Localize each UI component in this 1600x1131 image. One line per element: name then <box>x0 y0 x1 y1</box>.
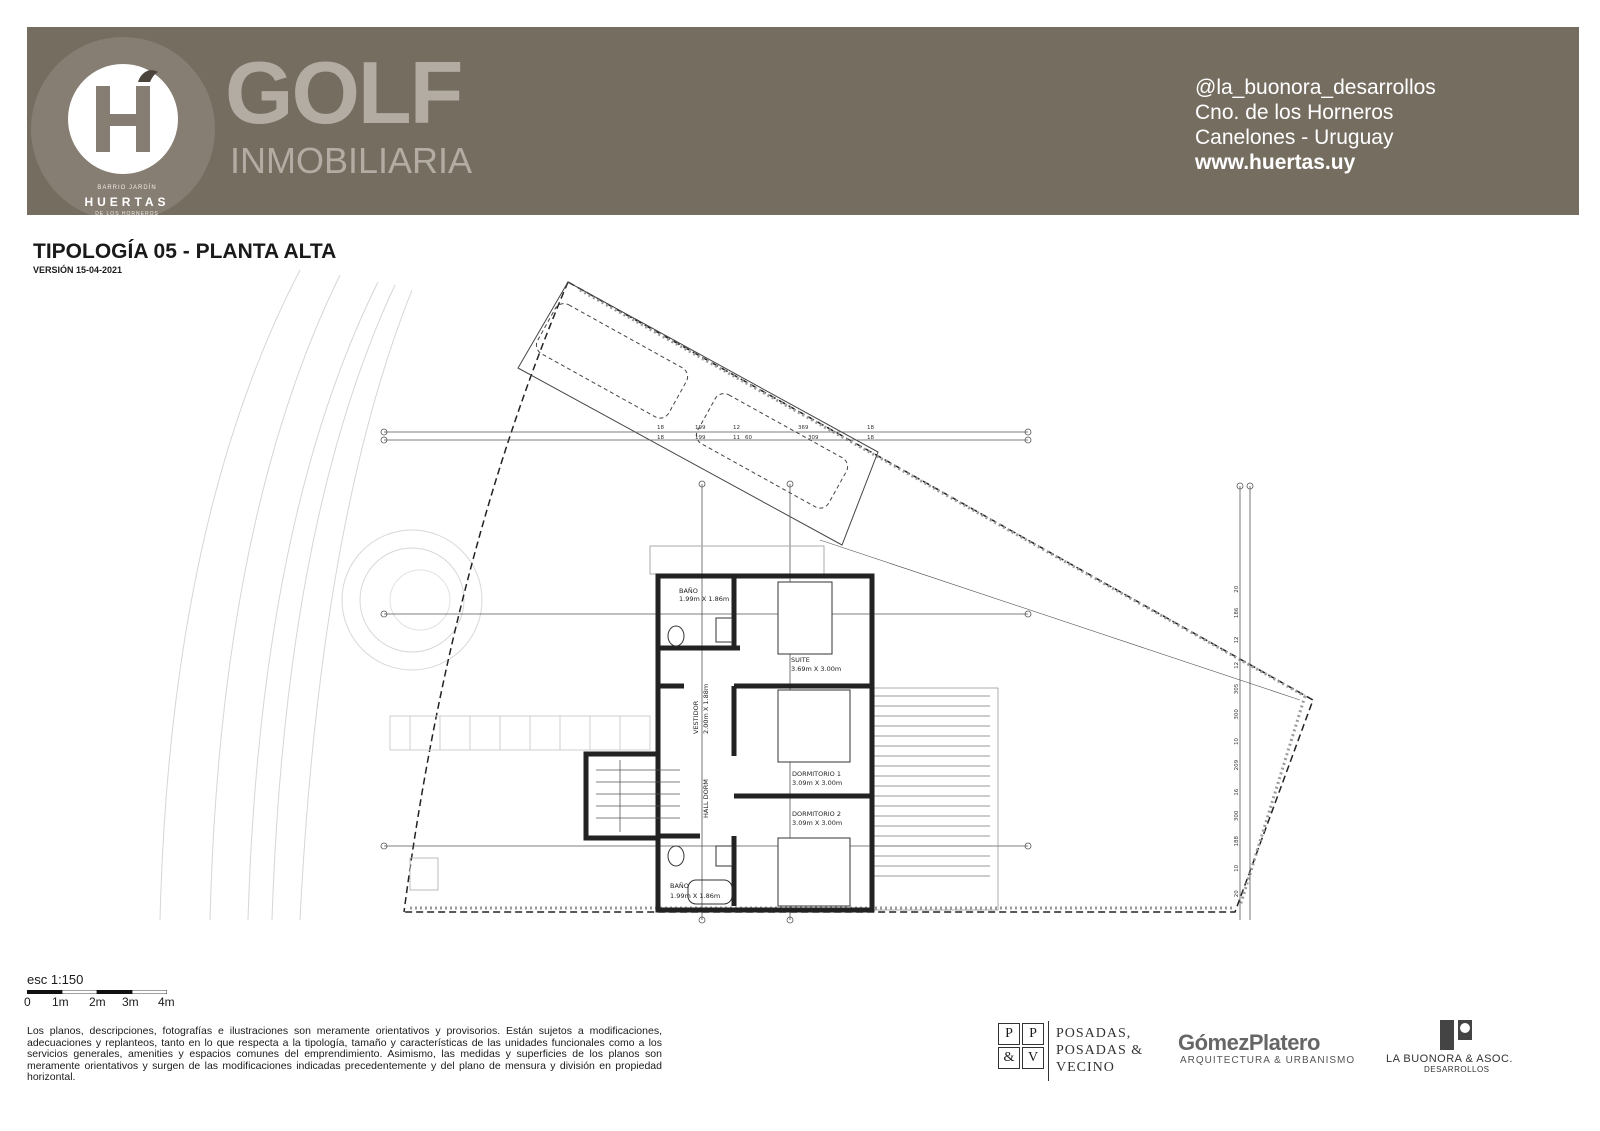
ppv-name <box>1056 1025 1143 1076</box>
dimension-label: 10 <box>1234 738 1240 745</box>
lot-boundary <box>404 282 1313 912</box>
bbq-fixture <box>410 858 438 890</box>
dimension-label: 209 <box>1234 759 1240 771</box>
ppv-logo <box>998 1021 1158 1083</box>
dimension-label: 20 <box>1234 890 1240 898</box>
logo-name: HUERTAS <box>84 195 170 209</box>
dimension-labels <box>657 425 1240 897</box>
ppv-line: VECINO <box>1056 1060 1115 1075</box>
dimension-label: 12 <box>733 425 740 431</box>
room-label-hall: HALL DORM <box>702 779 710 818</box>
dimension-label: 300 <box>1234 709 1240 720</box>
social-handle[interactable]: @la_buonora_desarrollos <box>1195 76 1436 99</box>
room-size-dorm1: 3.09m X 3.00m <box>792 779 843 787</box>
dimension-label: 199 <box>695 435 706 441</box>
disclaimer-text: Los planos, descripciones, fotografías e ilustraciones son meramente orientativos y provisorios. Están sujetos a modificaciones, adecuaciones y replanteos, tanto en lo que respecta a la tipología, tamaño y características de las unidades funcionales como a los servicios generales, amenities y espacios comunes del emprendimiento. Asimismo, las medidas y superficies de los planos son meramente orientativos y surgen de las modificaciones indicadas precedentemente y del plano de mensura y división en propiedad horizontal. <box>27 1025 662 1083</box>
scale-tick: 2m <box>89 995 106 1009</box>
dimension-label: 18 <box>867 425 874 431</box>
roof-outline <box>650 546 824 574</box>
dimension-label: 300 <box>1234 810 1240 822</box>
room-label-dorm1: DORMITORIO 1 <box>792 770 842 778</box>
dimension-label: 10 <box>1234 864 1240 872</box>
tree-circle-outer <box>342 530 482 670</box>
dimension-label: 60 <box>745 435 752 441</box>
dimension-label: 199 <box>695 425 706 431</box>
dimension-label: 309 <box>808 435 819 441</box>
bath-fixtures <box>668 618 732 904</box>
gomez-platero-logo: GómezPlatero <box>1178 1030 1320 1055</box>
ppv-letter: & <box>998 1047 1020 1069</box>
dimension-label: 11 <box>733 435 740 441</box>
room-label-suite: SUITE <box>791 656 810 664</box>
ppv-line: POSADAS & <box>1056 1043 1144 1058</box>
room-label-vestidor: VESTIDOR <box>692 700 700 734</box>
location-line: Canelones - Uruguay <box>1195 126 1394 149</box>
brand-title: GOLF <box>225 43 462 142</box>
beds <box>778 582 850 906</box>
dimension-label: 12 <box>1234 661 1240 669</box>
dimension-label: 18 <box>867 435 874 441</box>
tree-circle-core <box>390 570 450 630</box>
scale-tick: 1m <box>52 995 69 1009</box>
room-size-vestidor: 2.00m X 1.88m <box>702 683 710 734</box>
scale-tick: 0 <box>24 995 31 1009</box>
staircase <box>596 760 680 832</box>
dimension-label: 16 <box>1234 788 1240 796</box>
la-buonora-icon <box>1440 1020 1476 1052</box>
gomez-platero-subtitle: ARQUITECTURA & URBANISMO <box>1180 1055 1356 1066</box>
room-size-suite: 3.69m X 3.00m <box>791 665 842 673</box>
logo-small-top: BARRIO JARDÍN <box>97 185 157 191</box>
room-size-dorm2: 3.09m X 3.00m <box>792 819 843 827</box>
scale-ticks <box>22 995 192 1011</box>
ppv-letter: P <box>1022 1023 1044 1045</box>
site-arcs <box>160 270 412 920</box>
ppv-divider <box>1048 1021 1049 1081</box>
dimension-label: 18 <box>657 435 664 441</box>
dimension-label: 12 <box>1234 636 1240 644</box>
room-label-dorm2: DORMITORIO 2 <box>792 810 842 818</box>
scale-tick: 3m <box>122 995 139 1009</box>
dimension-label: 305 <box>1234 683 1240 695</box>
parking-area <box>518 282 878 545</box>
la-buonora-name: LA BUONORA & ASOC. <box>1386 1053 1513 1065</box>
plan-version: VERSIÓN 15-04-2021 <box>33 265 123 275</box>
logo-small-bottom: DE LOS HORNEROS <box>95 211 159 215</box>
room-label-bano-bottom: BAÑO <box>670 882 689 890</box>
dimension-label: 369 <box>798 425 809 431</box>
room-size-bano-bottom: 1.99m X 1.86m <box>670 892 721 900</box>
ppv-line: POSADAS, <box>1056 1026 1132 1041</box>
dimension-label: 186 <box>1234 607 1240 619</box>
la-buonora-subtitle: DESARROLLOS <box>1424 1065 1490 1074</box>
address-line: Cno. de los Horneros <box>1195 101 1394 124</box>
plan-title: TIPOLOGÍA 05 - PLANTA ALTA <box>33 240 337 263</box>
terrace-right <box>874 688 998 910</box>
dimension-label: 20 <box>1234 585 1240 593</box>
brand-subtitle: INMOBILIARIA <box>230 140 473 181</box>
dimension-label: 188 <box>1234 836 1240 847</box>
ppv-letter: P <box>998 1023 1020 1045</box>
scale-tick: 4m <box>158 995 175 1009</box>
tree-circle-inner <box>360 548 464 652</box>
website-link[interactable]: www.huertas.uy <box>1195 151 1356 174</box>
room-size-bano-top: 1.99m X 1.86m <box>679 595 730 603</box>
scale-bar <box>27 990 167 994</box>
dimension-label: 18 <box>657 425 664 431</box>
scale-label: esc 1:150 <box>27 972 84 987</box>
room-label-bano-top: BAÑO <box>679 587 698 595</box>
ppv-letter: V <box>1022 1047 1044 1069</box>
deck-left <box>390 716 650 750</box>
